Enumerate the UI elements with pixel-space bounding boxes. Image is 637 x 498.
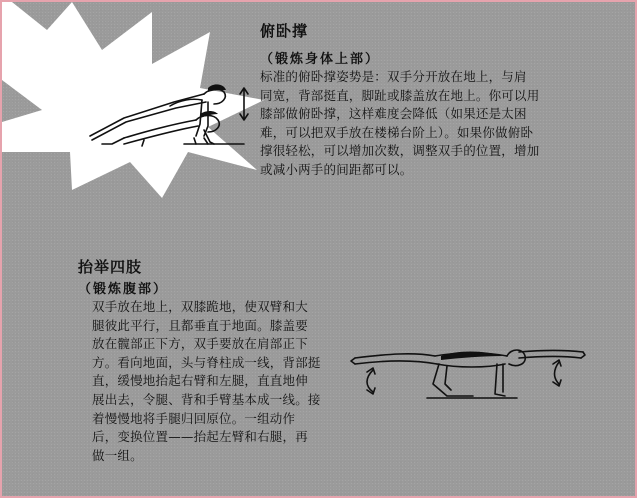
body-line: 后，变换位置——抬起左臂和右腿，再 (92, 429, 308, 445)
body-line: 膝部做俯卧撑，这样难度会降低（如果还是太困 (260, 106, 527, 122)
section-subtitle-limb-raise: （锻炼腹部） (78, 282, 169, 297)
quadruped-limb-raise-figure-icon (347, 334, 587, 414)
section-title-push-up: 俯卧撑 (260, 22, 309, 40)
section-title-limb-raise: 抬举四肢 (78, 258, 143, 276)
body-line: 直，缓慢地抬起右臂和左腿，直直地伸 (92, 373, 308, 389)
section-body-push-up (260, 68, 630, 180)
body-line: 着慢慢地将手腿归回原位。一组动作 (92, 410, 296, 426)
section-subtitle-push-up: （锻炼身体上部） (260, 52, 381, 67)
section-body-limb-raise (92, 298, 332, 465)
body-line: 同宽，背部挺直，脚趾或膝盖放在地上。你可以用 (260, 87, 540, 103)
body-line: 双手放在地上，双膝跪地，使双臂和大 (92, 299, 308, 314)
body-line: 展出去，令腿、背和手臂基本成一线。接 (92, 391, 321, 407)
push-up-figure-icon (84, 78, 264, 158)
body-line: 做一组。 (92, 447, 143, 463)
body-line: 放在髋部正下方，双手要放在肩部正下 (92, 336, 308, 352)
body-line: 或减小两手的间距都可以。 (260, 161, 413, 177)
body-line: 方。看向地面，头与脊柱成一线，背部挺 (92, 354, 321, 370)
body-line: 难，可以把双手放在楼梯台阶上）。如果你做俯卧 (260, 124, 534, 140)
body-line: 腿彼此平行，且都垂直于地面。膝盖要 (92, 317, 308, 333)
body-line: 撑很轻松，可以增加次数，调整双手的位置，增加 (260, 143, 540, 159)
body-line: 标准的俯卧撑姿势是：双手分开放在地上，与肩 (260, 69, 527, 84)
